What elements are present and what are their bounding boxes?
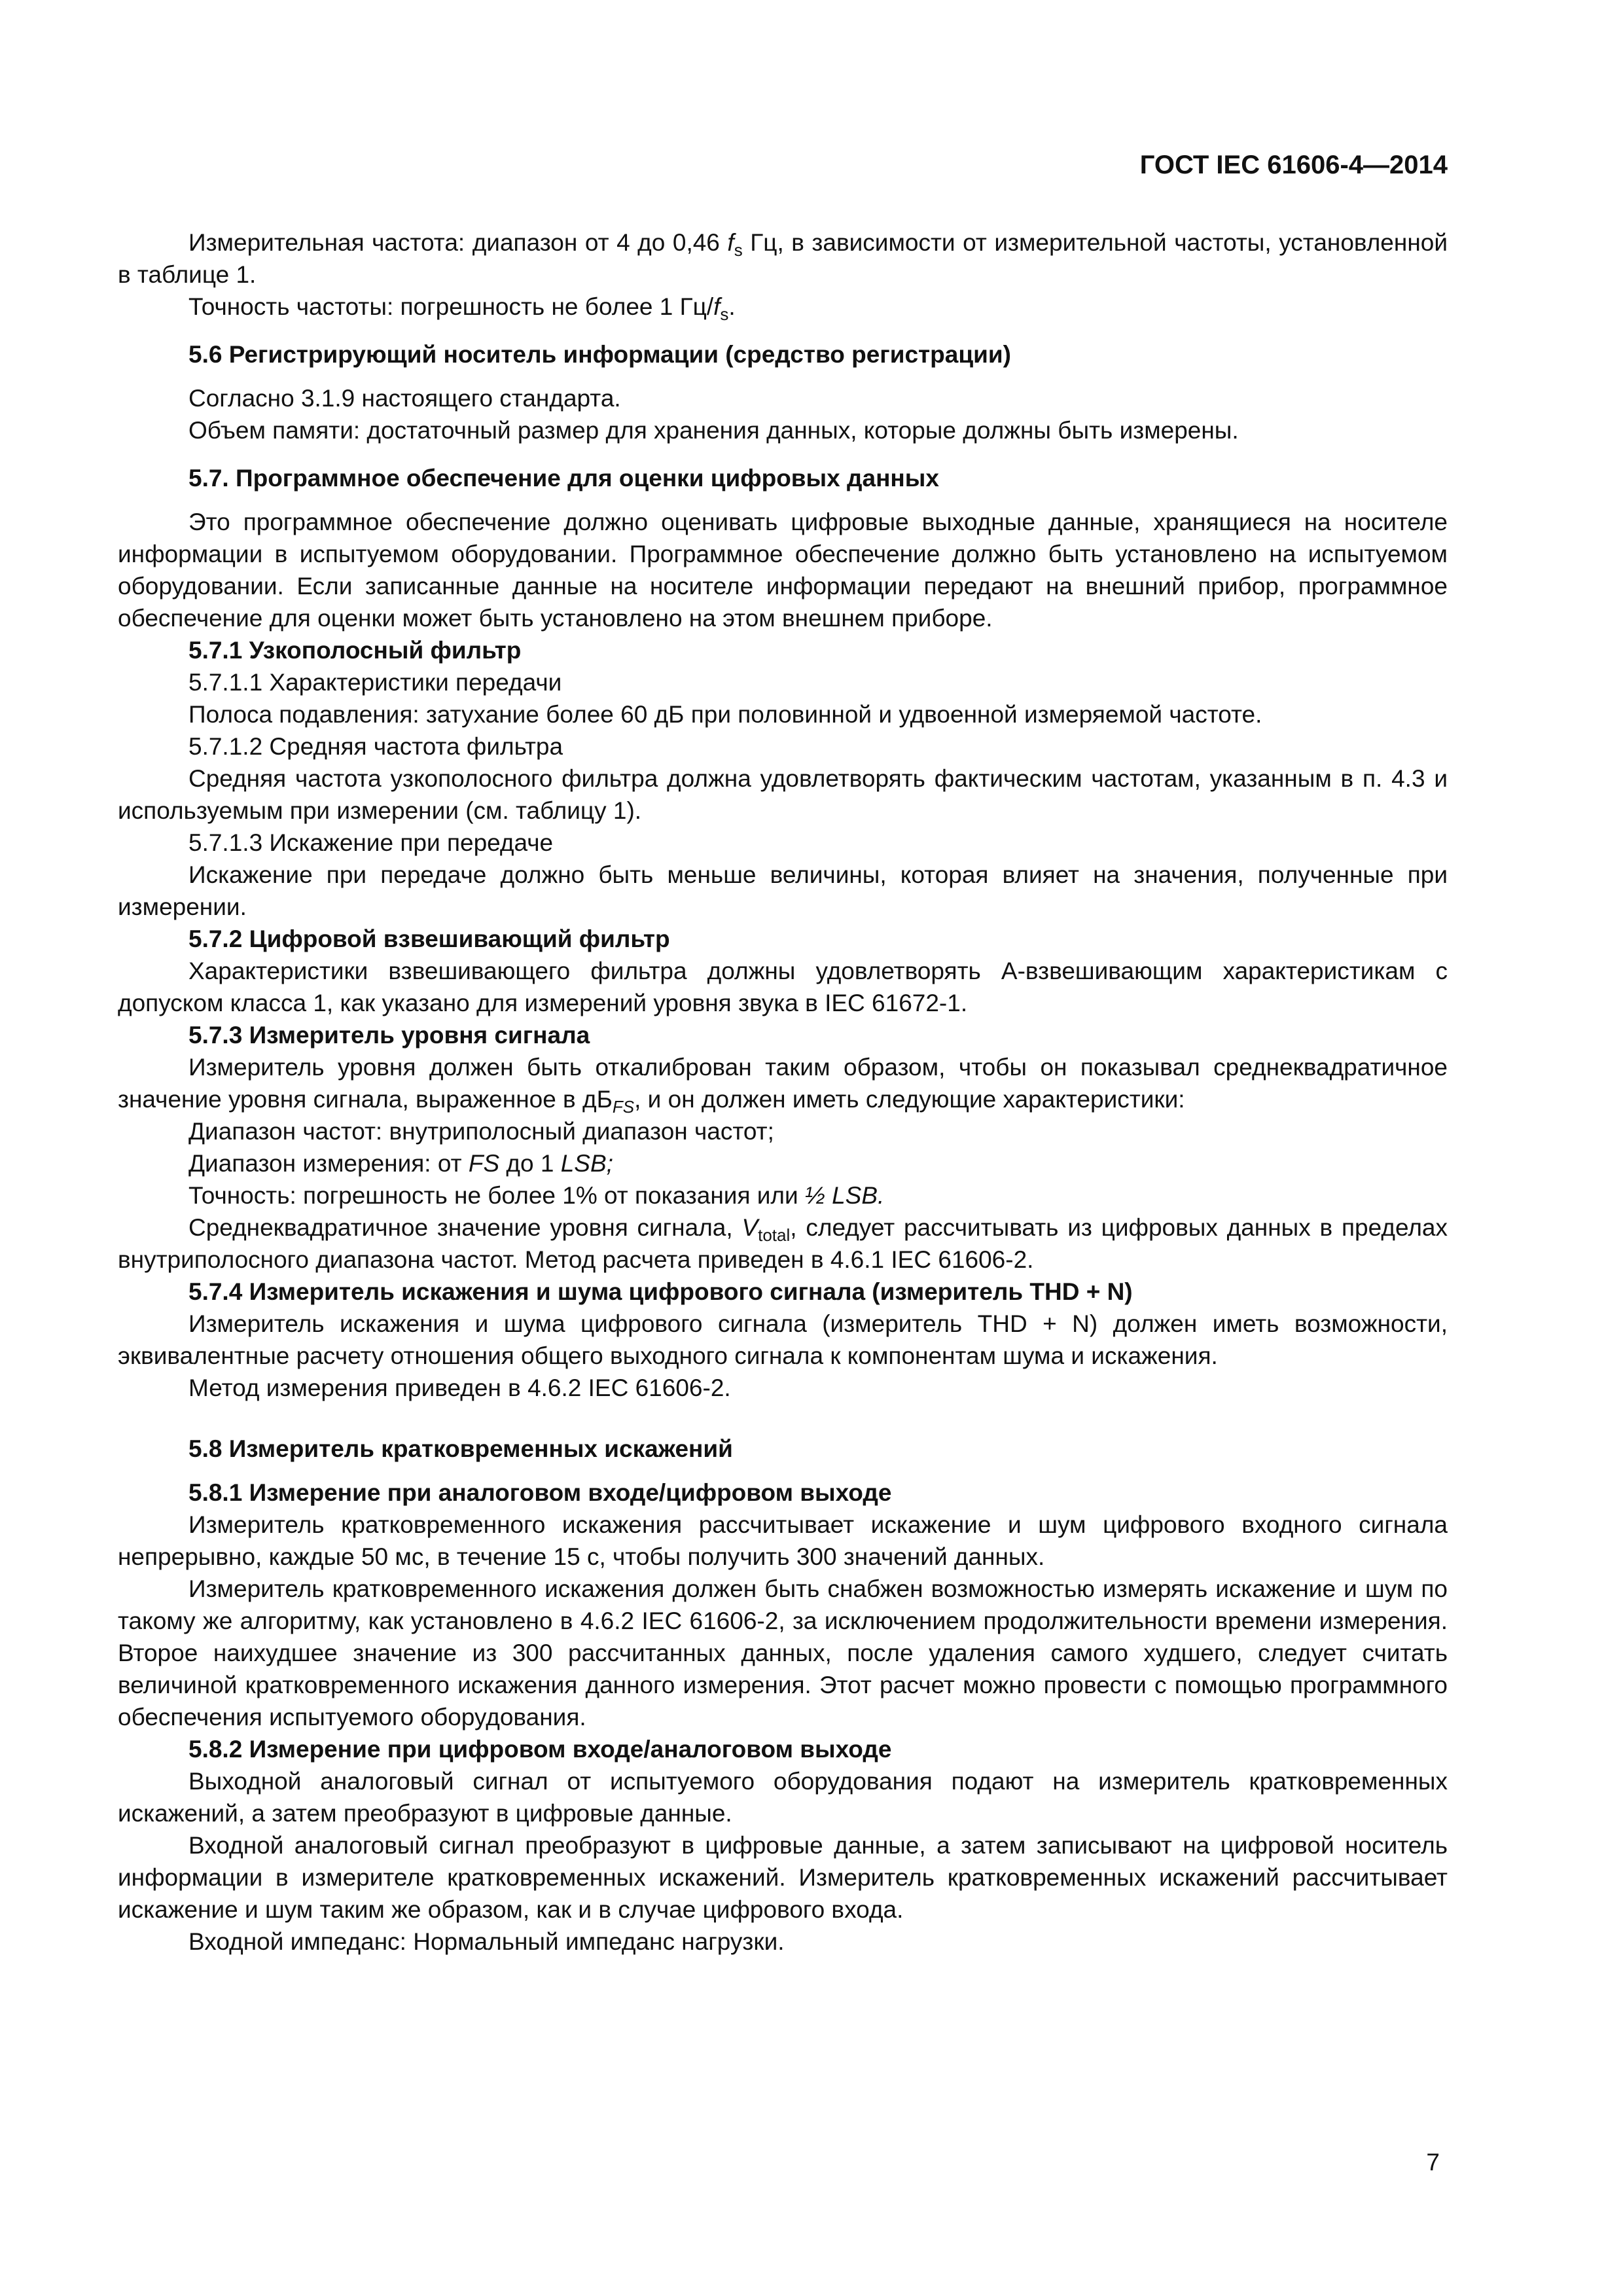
- text-fragment: , следует рассчитывать из цифровых данных в пределах внутриполосного диапазона частот. Метод расчета приведен в 4.6.1 IEC 61606-2.: [118, 1214, 1448, 1273]
- text-fragment: , и он должен иметь следующие характеристики:: [634, 1086, 1185, 1113]
- paragraph-5-6-1: Согласно 3.1.9 настоящего стандарта.: [188, 385, 621, 412]
- paragraph-rms-value: [118, 1211, 1448, 1276]
- paragraph-5-7-1-1: Полоса подавления: затухание более 60 дБ при половинной и удвоенной измеряемой частоте.: [188, 701, 1262, 728]
- paragraph-5-8-2-2: Входной аналоговый сигнал преобразуют в цифровые данные, а затем записывают на цифровой носитель информации в измерителе кратковременных искажений. Измеритель кратковременных искажений рассчитывает искажение и шум таким же образом, как и в случае цифрового входа.: [118, 1832, 1448, 1923]
- subheading-5-7-1-1: 5.7.1.1 Характеристики передачи: [188, 669, 562, 696]
- heading-5-7-2: 5.7.2 Цифровой взвешивающий фильтр: [188, 925, 670, 952]
- symbol-v: V: [741, 1214, 758, 1241]
- paragraph-5-7-4-2: Метод измерения приведен в 4.6.2 IEC 61606-2.: [188, 1374, 731, 1401]
- paragraph-5-8-1-2: Измеритель кратковременного искажения должен быть снабжен возможностью измерять искажение и шум по такому же алгоритму, как установлено в 4.6.2 IEC 61606-2, за исключением продолжительности времени измерения. Второе наихудшее значение из 300 рассчитанных данных, после удаления самого худшего, следует считать величиной кратковременного искажения данного измерения. Этот расчет можно провести с помощью программного обеспечения испытуемого оборудования.: [118, 1575, 1448, 1731]
- subscript-s: s: [734, 240, 743, 260]
- heading-5-7: 5.7. Программное обеспечение для оценки цифровых данных: [188, 465, 939, 492]
- subheading-5-7-1-2: 5.7.1.2 Средняя частота фильтра: [188, 733, 563, 760]
- subscript-total: total: [758, 1225, 791, 1245]
- paragraph-5-8-1-1: Измеритель кратковременного искажения рассчитывает искажение и шум цифрового входного сигнала непрерывно, каждые 50 мс, в течение 15 с, чтобы получить 300 значений данных.: [118, 1511, 1448, 1570]
- paragraph-measurement-range: [118, 1147, 1448, 1179]
- paragraph-5-7-2: Характеристики взвешивающего фильтра должны удовлетворять А-взвешивающим характеристикам с допуском класса 1, как указано для измерений уровня звука в IEC 61672-1.: [118, 958, 1448, 1016]
- paragraph-5-7: Это программное обеспечение должно оценивать цифровые выходные данные, хранящиеся на носителе информации в испытуемом оборудовании. Программное обеспечение должно быть установлено на испытуемом оборудовании. Если записанные данные на носителе информации передают на внешний прибор, программное обеспечение для оценки может быть установлено на этом внешнем приборе.: [118, 509, 1448, 632]
- page-header: [118, 149, 1448, 181]
- heading-5-7-1: 5.7.1 Узкополосный фильтр: [188, 637, 522, 664]
- heading-5-7-4: 5.7.4 Измеритель искажения и шума цифрового сигнала (измеритель THD + N): [188, 1278, 1133, 1305]
- symbol-fs: FS: [468, 1150, 500, 1177]
- page-number: 7: [1426, 2149, 1440, 2176]
- text-fragment: Диапазон измерения: от: [188, 1150, 469, 1177]
- text-fragment: Измерительная частота: диапазон от 4 до 0,46: [188, 229, 728, 256]
- heading-5-8-2: 5.8.2 Измерение при цифровом входе/аналоговом выходе: [188, 1736, 892, 1763]
- paragraph-5-7-1-2: Средняя частота узкополосного фильтра должна удовлетворять фактическим частотам, указанным в п. 4.3 и используемым при измерении (см. таблицу 1).: [118, 765, 1448, 824]
- paragraph-5-8-2-3: Входной импеданс: Нормальный импеданс нагрузки.: [188, 1928, 785, 1955]
- text-fragment: Измеритель уровня должен быть откалиброван таким образом, чтобы он показывал среднеквадратичное значение уровня сигнала, выраженное в дБ: [118, 1054, 1448, 1113]
- subscript-fs: FS: [612, 1097, 635, 1117]
- standard-designation: ГОСТ IEC 61606-4—2014: [1139, 151, 1448, 179]
- paragraph-5-7-3-1: [118, 1051, 1448, 1115]
- paragraph-5-8-2-1: Выходной аналоговый сигнал от испытуемого оборудования подают на измеритель кратковременных искажений, а затем преобразуют в цифровые данные.: [118, 1768, 1448, 1827]
- subheading-5-7-1-3: 5.7.1.3 Искажение при передаче: [188, 829, 554, 856]
- text-fragment: Точность: погрешность не более 1% от показания или: [188, 1182, 805, 1209]
- paragraph-5-7-1-3: Искажение при передаче должно быть меньше величины, которая влияет на значения, полученные при измерении.: [118, 861, 1448, 920]
- paragraph-frequency-range: Диапазон частот: внутриполосный диапазон частот;: [188, 1118, 774, 1145]
- text-fragment: до 1: [499, 1150, 561, 1177]
- frequency-accuracy-paragraph: [118, 291, 1448, 323]
- paragraph-5-6-2: Объем памяти: достаточный размер для хранения данных, которые должны быть измерены.: [188, 417, 1239, 444]
- text-fragment: .: [728, 293, 736, 320]
- symbol-lsb: LSB;: [560, 1150, 613, 1177]
- heading-5-8-1: 5.8.1 Измерение при аналоговом входе/цифровом выходе: [188, 1479, 892, 1506]
- text-fragment: Гц, в зависимости от измерительной частоты, установленной в таблице 1.: [118, 229, 1448, 288]
- text-fragment: Точность частоты: погрешность не более 1 Гц/: [188, 293, 714, 320]
- heading-5-7-3: 5.7.3 Измеритель уровня сигнала: [188, 1022, 590, 1049]
- page-content: [118, 226, 1448, 1958]
- heading-5-8: 5.8 Измеритель кратковременных искажений: [188, 1435, 733, 1462]
- symbol-f: f: [713, 293, 721, 320]
- symbol-f: f: [727, 229, 734, 256]
- subscript-s: s: [720, 304, 729, 324]
- symbol-half-lsb: ½ LSB.: [804, 1182, 885, 1209]
- text-fragment: Среднеквадратичное значение уровня сигнала,: [188, 1214, 742, 1241]
- paragraph-5-7-4-1: Измеритель искажения и шума цифрового сигнала (измеритель THD + N) должен иметь возможности, эквивалентные расчету отношения общего выходного сигнала к компонентам шума и искажения.: [118, 1310, 1448, 1369]
- paragraph-accuracy: [118, 1179, 1448, 1211]
- heading-5-6: 5.6 Регистрирующий носитель информации (средство регистрации): [188, 341, 1011, 368]
- measuring-frequency-paragraph: [118, 226, 1448, 291]
